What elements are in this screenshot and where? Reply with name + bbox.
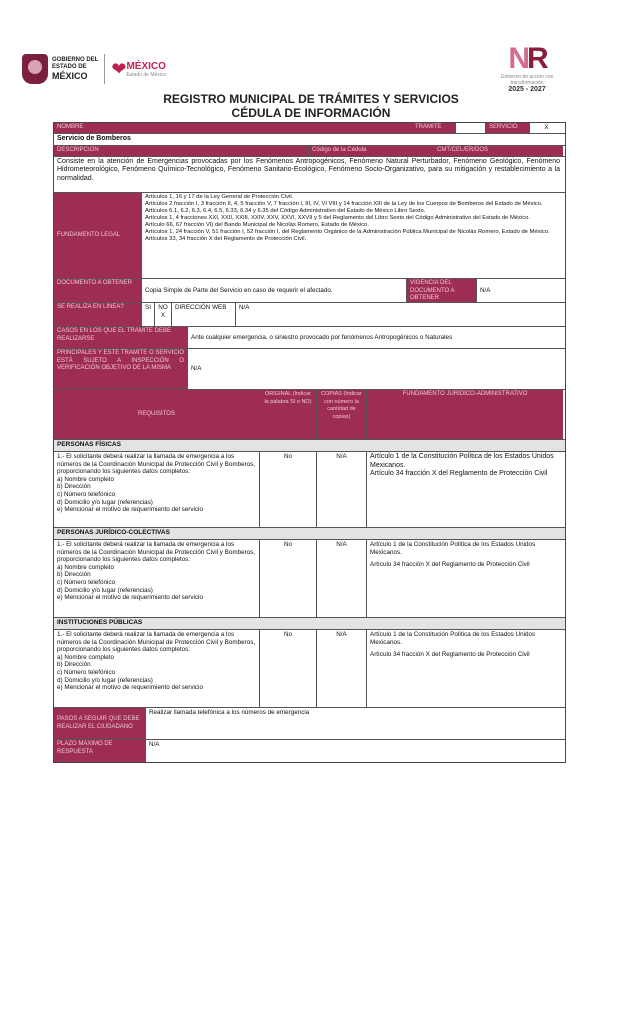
title-line-1: REGISTRO MUNICIPAL DE TRÁMITES Y SERVICIOS bbox=[163, 92, 459, 106]
section-personas-fisicas bbox=[54, 452, 565, 528]
codigo-label: Código de la Cédula bbox=[309, 146, 434, 156]
servicio-label: SERVICIO bbox=[486, 123, 530, 133]
municipal-logo-years: 2025 - 2027 bbox=[508, 86, 546, 93]
inspeccion-value: N/A bbox=[188, 349, 563, 389]
fundamento-line: Artículos 33, 34 fracción X del Reglamento de Protección Civil. bbox=[145, 236, 307, 242]
fundamento-juridico-line: Artículo 34 fracción X del Reglamento de Protección Civil bbox=[370, 561, 530, 569]
state-seal-icon bbox=[22, 54, 48, 84]
fundamento-line: Artículos 1, 4 fracciones XXI, XXII, XXIII, XXIV, XXV, XXVI, XXVII y 5 del Reglamento del Libro Sexto del Código Administrativo del Estado de México. bbox=[145, 215, 530, 221]
requisito-text bbox=[54, 540, 260, 617]
copias-value: N/A bbox=[317, 630, 367, 707]
pasos-value: Realizar llamada telefónica a los números de emergencia bbox=[146, 708, 563, 739]
requisito-item: d) Domicilio y/o lugar (referencias) bbox=[57, 676, 153, 684]
requisito-item: a) Nombre completo bbox=[57, 563, 115, 571]
row-plazo bbox=[54, 740, 565, 762]
plazo-value: N/A bbox=[146, 740, 563, 762]
requisito-intro: 1.- El solicitante deberá realizar la llamada de emergencia a los números de la Coordinación Municipal de Protección Civil y Bomberos, proporcionando los siguientes datos completos: bbox=[57, 541, 256, 564]
fundamento-label: FUNDAMENTO LEGAL bbox=[54, 193, 142, 278]
fundamento-juridico-value bbox=[367, 540, 563, 617]
fundamento-juridico-line: Artículo 1 de la Constitución Política de los Estados Unidos Mexicanos. bbox=[370, 541, 536, 556]
gob-line-1: GOBIERNO DEL bbox=[52, 57, 99, 63]
logo-letter-r: R bbox=[527, 42, 546, 75]
original-value: No bbox=[260, 540, 317, 617]
casos-value: Ante cualquier emergencia, o siniestro provocado por fenómenos Antropogénicos o Naturales bbox=[188, 327, 563, 348]
servicio-value: X bbox=[530, 123, 563, 133]
municipal-logo-tagline: Gobierno de acción con transformación bbox=[500, 74, 554, 86]
gob-line-2: ESTADO DE bbox=[52, 64, 87, 70]
fundamento-juridico-value bbox=[367, 452, 563, 527]
requisito-item: b) Dirección bbox=[57, 571, 91, 579]
logo-divider bbox=[104, 54, 105, 84]
pasos-label: PASOS A SEGUIR QUE DEBE REALIZAR EL CIUDADANO bbox=[54, 708, 146, 739]
row-inspeccion bbox=[54, 349, 565, 390]
section-personas-juridico-colectivas-title: PERSONAS JURÍDICO-COLECTIVAS bbox=[54, 528, 565, 540]
fundamento-juridico-line: Artículo 1 de la Constitución Política de los Estados Unidos Mexicanos. bbox=[370, 631, 536, 646]
inspeccion-label: PRINCIPALES Y ESTE TRÁMITE O SERVICIO ESTÁ SUJETO A INSPECCIÓN O VERIFICACIÓN OBJETIVO DE LA MISMA bbox=[54, 349, 188, 389]
document-title bbox=[0, 92, 622, 120]
row-documento bbox=[54, 279, 565, 303]
documento-label: DOCUMENTO A OBTENER bbox=[54, 279, 142, 302]
requisito-item: e) Mencionar el motivo de requerimiento del servicio bbox=[57, 506, 203, 514]
fundamento-line: Artículos 1, 16 y 17 de la Ley General de Protección Civil. bbox=[145, 194, 294, 200]
copias-header: COPIAS (Indicar con número la cantidad de copias) bbox=[317, 390, 367, 439]
requisito-intro: 1.- El solicitante deberá realizar la llamada de emergencia a los números de la Coordinación Municipal de Protección Civil y Bomberos, proporcionando los siguientes datos completos: bbox=[57, 453, 256, 476]
documento-value: Copia Simple de Parte del Servicio en caso de requerir el afectado. bbox=[142, 279, 407, 302]
fundamento-juridico-line: Artículo 1 de la Constitución Política de los Estados Unidos Mexicanos. bbox=[370, 453, 554, 469]
nombre-label: NOMBRE bbox=[54, 123, 412, 133]
no-mark: X bbox=[160, 311, 166, 319]
no-box bbox=[155, 303, 172, 326]
fundamento-juridico-line: Artículo 34 fracción X del Reglamento de Protección Civil bbox=[370, 470, 548, 477]
header-logos-left bbox=[22, 54, 166, 84]
casos-label: CASOS EN LOS QUE EL TRÁMITE DEBE REALIZARSE bbox=[54, 327, 188, 348]
municipal-logo bbox=[484, 44, 570, 93]
tramite-label: TRÁMITE bbox=[412, 123, 456, 133]
plazo-label: PLAZO MÁXIMO DE RESPUESTA bbox=[54, 740, 146, 762]
requisito-text bbox=[54, 452, 260, 527]
requisito-item: b) Dirección bbox=[57, 483, 91, 491]
title-line-2: CÉDULA DE INFORMACIÓN bbox=[231, 106, 391, 120]
descripcion-value: Consiste en la atención de Emergencias provocadas por los Fenómenos Antropogénicos, Fenómeno Natural Perturbador, Fenómeno Geológico, Fenómeno Hidrometeorológico, Fenómeno Químico-Tecnológico, Fenómeno Sanitario-Ecológico, Fenómeno Socio-Organizativo, para su mitigación y restablecimiento a la normalidad. bbox=[54, 157, 563, 192]
gobierno-logo-text bbox=[52, 57, 98, 81]
section-instituciones-publicas bbox=[54, 630, 565, 708]
original-value: No bbox=[260, 452, 317, 527]
row-requisitos-header bbox=[54, 390, 565, 440]
requisito-item: a) Nombre completo bbox=[57, 653, 115, 661]
logo-letter-n: N bbox=[508, 42, 527, 75]
mexico-logo bbox=[111, 60, 166, 78]
requisitos-header: REQUISITOS bbox=[54, 390, 260, 439]
vigencia-value: N/A bbox=[477, 279, 563, 302]
row-name-value bbox=[54, 134, 565, 146]
requisito-item: d) Domicilio y/o lugar (referencias) bbox=[57, 586, 153, 594]
cedula-form bbox=[53, 122, 566, 763]
mexico-logo-sub: Estado de México bbox=[126, 71, 167, 78]
requisito-item: c) Número telefónico bbox=[57, 668, 116, 676]
mexico-logo-text: MÉXICO bbox=[126, 60, 166, 72]
no-label: NO bbox=[158, 304, 168, 311]
requisito-item: a) Nombre completo bbox=[57, 475, 115, 483]
fundamento-juridico-line: Artículo 34 fracción X del Reglamento de Protección Civil bbox=[370, 651, 530, 659]
row-descripcion-value bbox=[54, 157, 565, 193]
fundamento-line: Artículo 66, 67 fracción VI) del Bando Municipal de Nicolás Romero, Estado de México. bbox=[145, 222, 369, 228]
fundamento-line: Artículos 6.1, 6.2, 6.3, 6.4, 6.5, 6.33, 6.34 y 6.35 del Código Administrativo del Estado de México Libro Sexto. bbox=[145, 208, 426, 214]
fundamento-value bbox=[142, 193, 563, 278]
row-descripcion-header bbox=[54, 146, 565, 157]
descripcion-label: DESCRIPCIÓN bbox=[54, 146, 309, 156]
service-name: Servicio de Bomberos bbox=[54, 134, 563, 145]
fundamento-line: Artículos 2 fracción I, 3 fracción II, 4, 5 fracción V, 7 fracción I, III, IV, VI VIII y 14 fracción XIII de la Ley de los Cuerpos de Bomberos del Estado de México. bbox=[145, 201, 543, 207]
requisito-item: c) Número telefónico bbox=[57, 490, 116, 498]
fundamento-juridico-value bbox=[367, 630, 563, 707]
gob-line-3: MÉXICO bbox=[52, 71, 88, 81]
row-en-linea bbox=[54, 303, 565, 327]
row-nombre bbox=[54, 123, 565, 134]
requisito-item: d) Domicilio y/o lugar (referencias) bbox=[57, 498, 153, 506]
section-personas-juridico-colectivas bbox=[54, 540, 565, 618]
requisito-item: c) Número telefónico bbox=[57, 578, 116, 586]
section-personas-fisicas-title: PERSONAS FÍSICAS bbox=[54, 440, 565, 452]
requisito-item: b) Dirección bbox=[57, 661, 91, 669]
requisito-intro: 1.- El solicitante deberá realizar la llamada de emergencia a los números de la Coordinación Municipal de Protección Civil y Bomberos, proporcionando los siguientes datos completos: bbox=[57, 631, 256, 654]
cmt-label: CMT/CEL/ER/DOS bbox=[434, 146, 563, 156]
original-value: No bbox=[260, 630, 317, 707]
row-casos bbox=[54, 327, 565, 349]
section-instituciones-publicas-title: INSTITUCIONES PÚBLICAS bbox=[54, 618, 565, 630]
row-pasos bbox=[54, 708, 565, 740]
tramite-value bbox=[456, 123, 486, 133]
original-header: ORIGINAL (Indicar la palabra SI o NO) bbox=[260, 390, 317, 439]
row-fundamento bbox=[54, 193, 565, 279]
web-label: DIRECCIÓN WEB bbox=[172, 303, 236, 326]
web-value: N/A bbox=[236, 303, 563, 326]
fundamento-line: Artículos 1, 24 fracción V, 51 fracción I, 52 fracción I, del Reglamento Orgánico de la Administración Pública Municipal de Nicolás Romero, Estado de México. bbox=[145, 229, 550, 235]
vigencia-label: VIGENCIA DEL DOCUMENTO A OBTENER bbox=[407, 279, 477, 302]
copias-value: N/A bbox=[317, 540, 367, 617]
fundamento-juridico-header: FUNDAMENTO JURÍDICO-ADMINISTRATIVO bbox=[367, 390, 563, 439]
heart-icon: ❤ bbox=[111, 59, 127, 79]
requisito-text bbox=[54, 630, 260, 707]
copias-value: N/A bbox=[317, 452, 367, 527]
si-label: SI bbox=[142, 303, 155, 326]
requisito-item: e) Mencionar el motivo de requerimiento del servicio bbox=[57, 684, 203, 692]
requisito-item: e) Mencionar el motivo de requerimiento del servicio bbox=[57, 594, 203, 602]
en-linea-label: SE REALIZA EN LÍNEA? bbox=[54, 303, 142, 326]
